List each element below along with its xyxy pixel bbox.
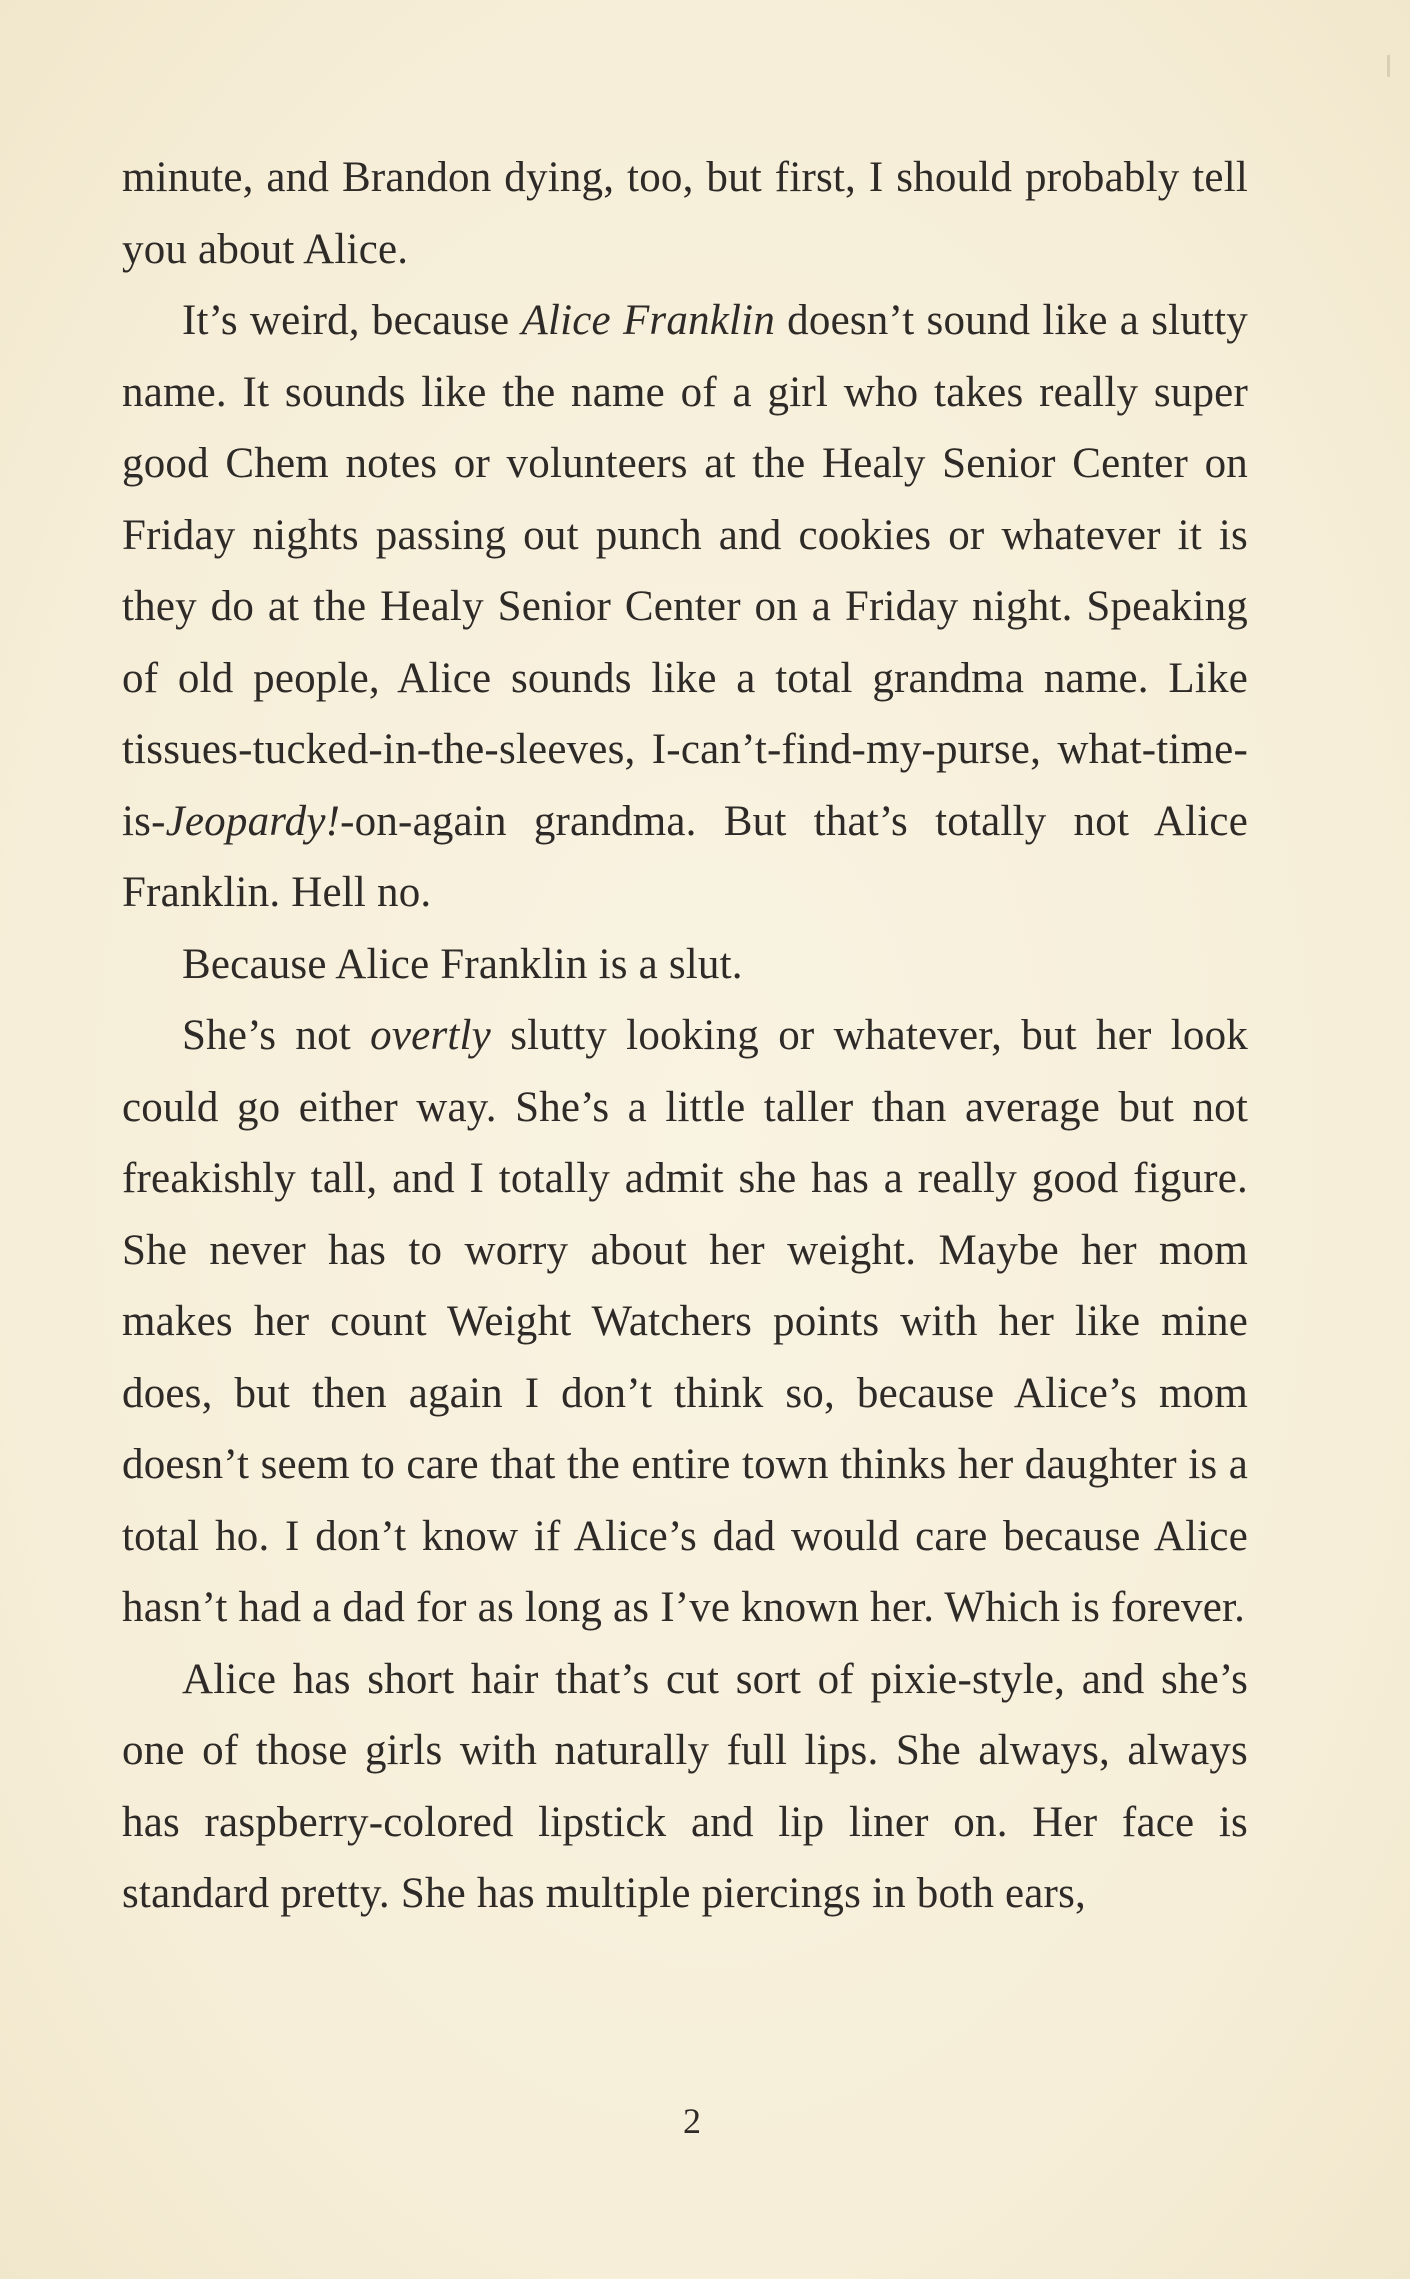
paragraph-4-italic-word: overtly (370, 1012, 491, 1059)
paragraph-2-text-a: It’s weird, because (182, 297, 522, 344)
paragraph-4-text-b: slutty looking or whatever, but her look could go either way. She’s a little taller than average but not freakishly tall, and I totally admit she has a really good figure. She never has to worry about her weight. Maybe her mom makes her count Weight Watchers points with her like mine does, but then again I don’t think so, because Alice’s mom doesn’t seem to care that the entire town thinks her daughter is a total ho. I don’t know if Alice’s dad would care because Alice hasn’t had a dad for as long as I’ve known her. Which is forever. (122, 1012, 1248, 1631)
paragraph-5 (122, 1644, 1248, 1930)
paragraph-2-italic-name: Alice Franklin (521, 297, 776, 344)
paragraph-1-text: minute, and Brandon dying, too, but first, I should probably tell you about Alice. (122, 154, 1248, 273)
paragraph-1 (122, 142, 1248, 285)
paragraph-3-text: Because Alice Franklin is a slut. (182, 940, 743, 988)
page-edge-mark (1387, 55, 1390, 77)
paragraph-2-text-b: doesn’t sound like a slutty name. It sounds like the name of a girl who takes really super good Chem notes or volunteers at the Healy Senior Center on Friday nights passing out punch and cookies or whatever it is they do at the Healy Senior Center on a Friday night. Speaking of old people, Alice sounds like a total grandma name. Like tissues-tucked-in-the-sleeves, I-can’t-find-my-purse, what-time-is- (122, 297, 1248, 845)
paragraph-4-text-a: She’s not (182, 1012, 371, 1059)
paragraph-2 (122, 285, 1248, 929)
paragraph-5-text: Alice has short hair that’s cut sort of pixie-style, and she’s one of those girls with naturally full lips. She always, always has raspberry-colored lipstick and lip liner on. Her face is standard pretty. She has multiple piercings in both ears, (122, 1655, 1248, 1917)
body-text (122, 142, 1248, 1930)
paragraph-4 (122, 1000, 1248, 1644)
paragraph-2-italic-show: Jeopardy! (165, 797, 341, 845)
paragraph-3 (122, 929, 1248, 1001)
paragraph-2-text-c: -on-again grandma. But that’s totally not Alice Franklin. Hell no. (122, 797, 1248, 916)
page-number: 2 (683, 2101, 701, 2141)
